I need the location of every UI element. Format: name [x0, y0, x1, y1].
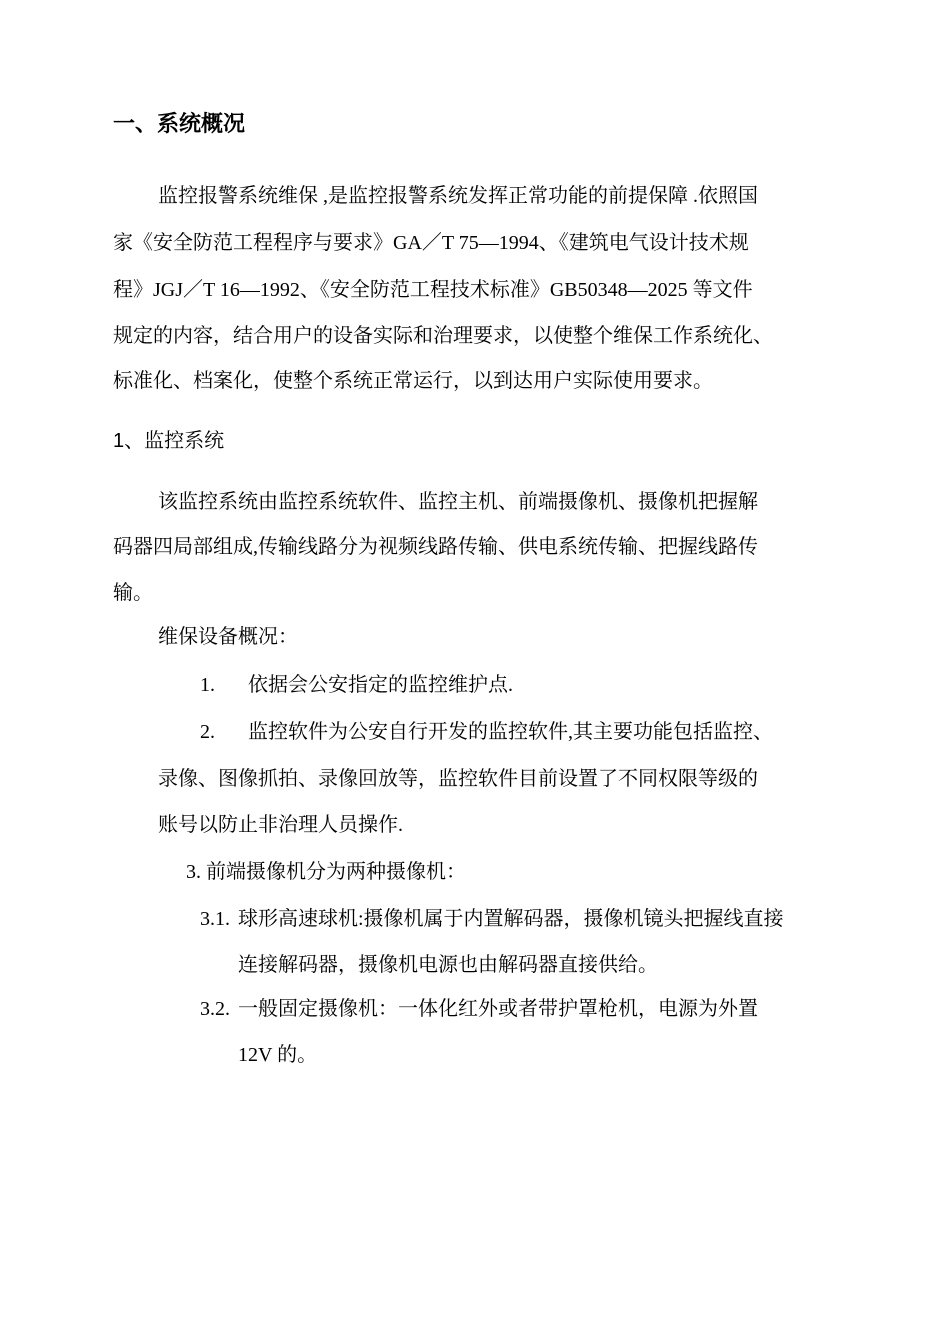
list-item-number: 1. [200, 674, 215, 696]
intro-line: 家《安全防范工程程序与要求》GA／T 75—1994、《建筑电气设计技术规 [113, 232, 749, 254]
list-item-text: 监控软件为公安自行开发的监控软件,其主要功能包括监控、 [248, 721, 773, 743]
sublist-item-text: 连接解码器，摄像机电源也由解码器直接供给。 [238, 954, 658, 976]
list-item-number: 2. [200, 721, 215, 743]
sublist-item-number: 3.1. [200, 908, 230, 930]
subsection-heading: 1、监控系统 [113, 430, 225, 452]
sublist-item-text: 12V 的。 [238, 1044, 318, 1066]
list-item-text: 3. 前端摄像机分为两种摄像机： [186, 861, 466, 883]
system-line: 码器四局部组成,传输线路分为视频线路传输、供电系统传输、把握线路传 [113, 536, 758, 558]
list-item-text: 依据会公安指定的监控维护点. [248, 674, 513, 696]
sublist-item-number: 3.2. [200, 998, 230, 1020]
intro-line: 监控报警系统维保 ,是监控报警系统发挥正常功能的前提保障 .依照国 [158, 185, 758, 207]
intro-line: 规定的内容，结合用户的设备实际和治理要求，以使整个维保工作系统化、 [113, 325, 773, 347]
list-item-text: 录像、图像抓拍、录像回放等，监控软件目前设置了不同权限等级的 [158, 768, 758, 790]
system-line: 该监控系统由监控系统软件、监控主机、前端摄像机、摄像机把握解 [158, 491, 758, 513]
list-item-text: 账号以防止非治理人员操作. [158, 814, 403, 836]
system-line: 输。 [113, 582, 153, 604]
section-heading: 一、系统概况 [113, 111, 246, 136]
sublist-item-text: 球形高速球机:摄像机属于内置解码器，摄像机镜头把握线直接 [238, 908, 784, 930]
intro-line: 标准化、档案化，使整个系统正常运行，以到达用户实际使用要求。 [113, 370, 713, 392]
sublist-item-text: 一般固定摄像机：一体化红外或者带护罩枪机，电源为外置 [238, 998, 758, 1020]
equipment-label: 维保设备概况： [158, 626, 298, 648]
intro-line: 程》JGJ／T 16—1992、《安全防范工程技术标准》GB50348—2025 等文件 [113, 279, 753, 301]
